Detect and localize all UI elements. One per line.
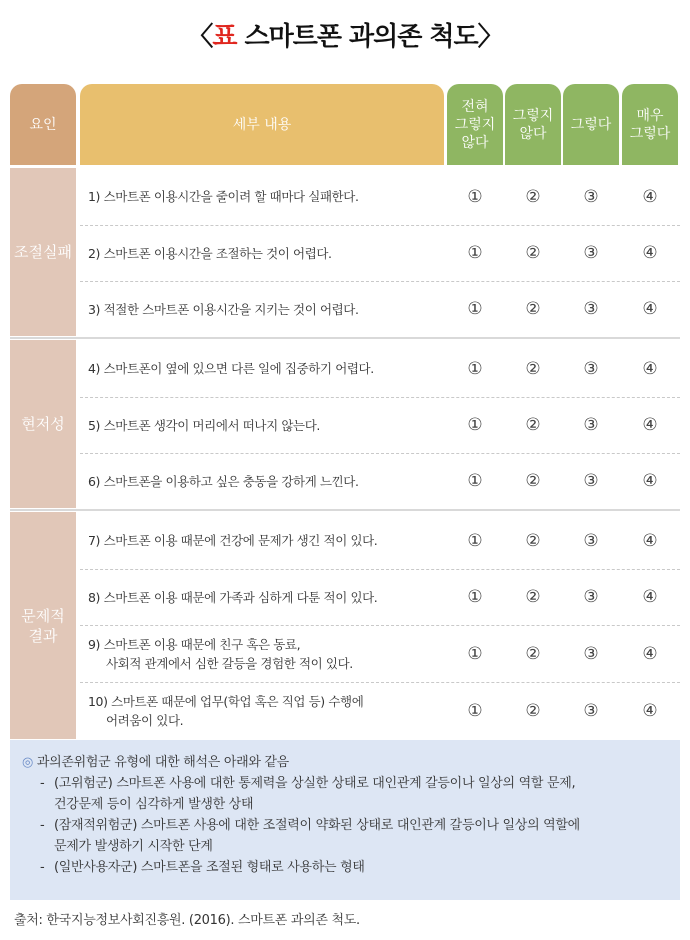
option-4: ④ — [642, 415, 658, 435]
option-4: ④ — [642, 700, 658, 721]
item-text: 10) 스마트폰 때문에 업무(학업 혹은 직업 등) 수행에 어려움이 있다. — [88, 693, 364, 728]
header-option-2: 그렇지 않다 — [505, 84, 561, 165]
item-text: 3) 적절한 스마트폰 이용시간을 지키는 것이 어렵다. — [88, 301, 359, 317]
item-text: 6) 스마트폰을 이용하고 싶은 충동을 강하게 느낀다. — [88, 473, 359, 489]
option-2: ② — [525, 700, 541, 721]
table-row — [80, 397, 680, 453]
option-1: ① — [467, 643, 483, 664]
table-row — [80, 168, 680, 225]
title-text: 스마트폰 과의존 척도 — [236, 22, 478, 52]
option-4: ④ — [642, 587, 658, 607]
header-option-4: 매우 그렇다 — [622, 84, 678, 165]
item-text: 9) 스마트폰 이용 때문에 친구 혹은 동료, 사회적 관계에서 심한 갈등을 경험한 적이 있다. — [88, 636, 353, 671]
category-cell: 현저성 — [10, 340, 76, 508]
note-heading: ◎ 과의존위험군 유형에 대한 해석은 아래와 같음 — [22, 755, 289, 770]
option-4: ④ — [642, 471, 658, 491]
table-row — [80, 682, 680, 739]
option-1: ① — [467, 299, 483, 319]
option-4: ④ — [642, 530, 658, 551]
option-1: ① — [467, 243, 483, 263]
title-close-bracket: 〉 — [477, 22, 503, 52]
option-1: ① — [467, 700, 483, 721]
table-row — [80, 512, 680, 569]
interpretation-note — [10, 740, 680, 900]
option-2: ② — [525, 643, 541, 664]
table-row — [80, 281, 680, 337]
option-3: ③ — [583, 299, 599, 319]
option-2: ② — [525, 471, 541, 491]
option-2: ② — [525, 530, 541, 551]
source-citation: 출처: 한국지능정보사회진흥원. (2016). 스마트폰 과의존 척도. — [14, 913, 360, 928]
option-2: ② — [525, 587, 541, 607]
header-detail: 세부 내용 — [80, 84, 444, 165]
option-1: ① — [467, 587, 483, 607]
item-text: 5) 스마트폰 생각이 머리에서 떠나지 않는다. — [88, 417, 320, 433]
option-2: ② — [525, 243, 541, 263]
option-3: ③ — [583, 643, 599, 664]
note-bullet: - (잠재적위험군) 스마트폰 사용에 대한 조절력이 약화된 상태로 대인관계 갈등이나 일상의 역할에 문제가 발생하기 시작한 단계 — [40, 818, 580, 854]
table-row — [80, 340, 680, 397]
header-option-1: 전혀 그렇지 않다 — [447, 84, 503, 165]
option-1: ① — [467, 530, 483, 551]
option-1: ① — [467, 415, 483, 435]
option-4: ④ — [642, 186, 658, 207]
note-bullet: - (고위험군) 스마트폰 사용에 대한 통제력을 상실한 상태로 대인관계 갈등이나 일상의 역할 문제, 건강문제 등이 심각하게 발생한 상태 — [40, 776, 576, 812]
item-text: 4) 스마트폰이 옆에 있으면 다른 일에 집중하기 어렵다. — [88, 361, 374, 376]
item-text: 2) 스마트폰 이용시간을 조절하는 것이 어렵다. — [88, 245, 332, 261]
page-title — [0, 16, 690, 53]
option-3: ③ — [583, 186, 599, 207]
option-3: ③ — [583, 471, 599, 491]
option-1: ① — [467, 471, 483, 491]
option-2: ② — [525, 415, 541, 435]
item-text: 1) 스마트폰 이용시간을 줄이려 할 때마다 실패한다. — [88, 189, 359, 204]
option-2: ② — [525, 186, 541, 207]
option-3: ③ — [583, 358, 599, 379]
group-divider — [10, 337, 680, 339]
table-row — [80, 453, 680, 509]
option-2: ② — [525, 299, 541, 319]
note-bullet: - (일반사용자군) 스마트폰을 조절된 형태로 사용하는 형태 — [40, 860, 365, 875]
group-divider — [10, 509, 680, 511]
category-cell: 조절실패 — [10, 168, 76, 336]
option-1: ① — [467, 186, 483, 207]
title-open-bracket: 〈 — [187, 22, 213, 52]
option-4: ④ — [642, 643, 658, 664]
option-3: ③ — [583, 530, 599, 551]
option-4: ④ — [642, 243, 658, 263]
option-4: ④ — [642, 358, 658, 379]
option-3: ③ — [583, 587, 599, 607]
option-2: ② — [525, 358, 541, 379]
option-4: ④ — [642, 299, 658, 319]
category-cell: 문제적 결과 — [10, 512, 76, 739]
table-row — [80, 625, 680, 682]
header-option-3: 그렇다 — [563, 84, 619, 165]
option-3: ③ — [583, 700, 599, 721]
item-text: 8) 스마트폰 이용 때문에 가족과 심하게 다툰 적이 있다. — [88, 589, 378, 605]
table-row — [80, 225, 680, 281]
table-row — [80, 569, 680, 625]
double-circle-icon: ◎ — [22, 755, 34, 770]
header-factor: 요인 — [10, 84, 76, 165]
item-text: 7) 스마트폰 이용 때문에 건강에 문제가 생긴 적이 있다. — [88, 533, 378, 548]
option-3: ③ — [583, 243, 599, 263]
option-3: ③ — [583, 415, 599, 435]
title-label: 표 — [212, 22, 237, 52]
option-1: ① — [467, 358, 483, 379]
